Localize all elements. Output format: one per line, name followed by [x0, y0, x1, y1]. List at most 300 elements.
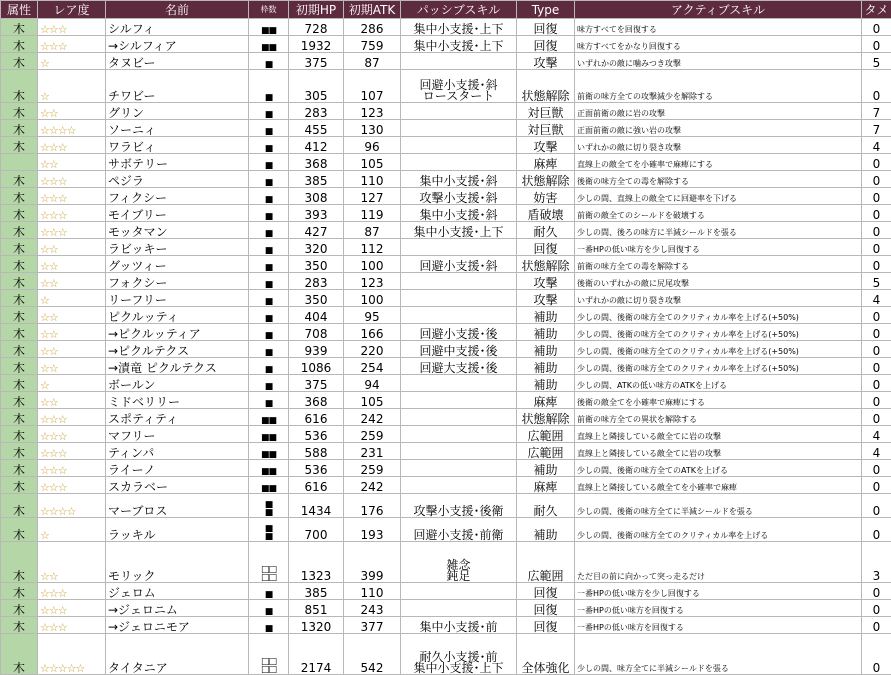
charge-turns: 0 [862, 634, 891, 675]
initial-hp: 536 [289, 426, 344, 443]
initial-atk: 87 [344, 222, 401, 239]
initial-hp: 708 [289, 324, 344, 341]
initial-atk: 242 [344, 477, 401, 494]
rarity-stars: ☆☆☆ [38, 583, 106, 600]
slot-count: ■■ [249, 426, 289, 443]
active-skill: 味方すべてをかなり回復する [575, 36, 862, 53]
charge-turns: 0 [862, 154, 891, 171]
rarity-stars: ☆☆ [38, 307, 106, 324]
active-skill: 少しの間、後衛の味方全てのクリティカル率を上げる(+50%) [575, 358, 862, 375]
passive-skill: 回避大支援･後 [401, 358, 517, 375]
attribute-cell [1, 154, 38, 171]
table-row[interactable] [1, 222, 891, 239]
attribute-cell: 木 [1, 542, 38, 583]
skill-type: 回復 [517, 583, 575, 600]
active-skill: 直線上と隣接している敵全てに岩の攻撃 [575, 443, 862, 460]
attribute-cell: 木 [1, 36, 38, 53]
passive-skill [401, 273, 517, 290]
attribute-cell: 木 [1, 324, 38, 341]
rarity-stars: ☆☆ [38, 154, 106, 171]
passive-skill: 雑念 鈍足 [401, 542, 517, 583]
character-name: →漬竜 ピクルテクス [106, 358, 249, 375]
active-skill: いずれかの敵に切り裂き攻撃 [575, 137, 862, 154]
character-name: リーフリー [106, 290, 249, 307]
slot-count: ■ [249, 273, 289, 290]
table-row[interactable] [1, 205, 891, 222]
attribute-cell: 木 [1, 222, 38, 239]
skill-type: 状態解除 [517, 256, 575, 273]
slot-count: ■ [249, 188, 289, 205]
header-slot-count[interactable]: 枠数 [249, 1, 289, 19]
active-skill: 少しの間、ATKの低い味方のATKを上げる [575, 375, 862, 392]
attribute-cell: 木 [1, 443, 38, 460]
attribute-cell: 木 [1, 273, 38, 290]
attribute-cell: 木 [1, 188, 38, 205]
slot-count: ■ [249, 256, 289, 273]
passive-skill [401, 154, 517, 171]
character-name: ソーニィ [106, 120, 249, 137]
rarity-stars: ☆☆☆ [38, 460, 106, 477]
initial-hp: 939 [289, 341, 344, 358]
initial-atk: 242 [344, 409, 401, 426]
character-name: スポティティ [106, 409, 249, 426]
table-row[interactable] [1, 583, 891, 600]
initial-atk: 243 [344, 600, 401, 617]
passive-skill: 回避小支援･斜 ロースタート [401, 70, 517, 103]
passive-skill: 回避中支援･後 [401, 341, 517, 358]
active-skill: 前衛の味方全ての攻撃減少を解除する [575, 70, 862, 103]
character-name: →ジェロニモア [106, 617, 249, 634]
attribute-cell: 木 [1, 477, 38, 494]
initial-hp: 283 [289, 273, 344, 290]
table-row[interactable] [1, 137, 891, 154]
charge-turns: 0 [862, 409, 891, 426]
initial-hp: 412 [289, 137, 344, 154]
attribute-cell: 木 [1, 341, 38, 358]
skill-type: 麻痺 [517, 477, 575, 494]
active-skill: 少しの間、後衛の味方全てのクリティカル率を上げる(+50%) [575, 341, 862, 358]
initial-atk: 399 [344, 542, 401, 583]
table-row[interactable] [1, 358, 891, 375]
initial-atk: 127 [344, 188, 401, 205]
table-row[interactable] [1, 171, 891, 188]
passive-skill [401, 477, 517, 494]
initial-hp: 536 [289, 460, 344, 477]
initial-atk: 193 [344, 518, 401, 542]
initial-hp: 616 [289, 409, 344, 426]
initial-atk: 259 [344, 426, 401, 443]
slot-count: ■ [249, 583, 289, 600]
skill-type: 攻撃 [517, 137, 575, 154]
skill-type: 回復 [517, 617, 575, 634]
active-skill: いずれかの敵に切り裂き攻撃 [575, 290, 862, 307]
rarity-stars: ☆☆☆ [38, 477, 106, 494]
character-name: モッタマン [106, 222, 249, 239]
rarity-stars: ☆☆☆☆ [38, 120, 106, 137]
rarity-stars: ☆☆ [38, 392, 106, 409]
active-skill: 少しの間、後ろの味方に半減シールドを張る [575, 222, 862, 239]
initial-atk: 542 [344, 634, 401, 675]
initial-hp: 385 [289, 171, 344, 188]
charge-turns: 0 [862, 477, 891, 494]
initial-hp: 350 [289, 290, 344, 307]
charge-turns: 4 [862, 443, 891, 460]
skill-type: 状態解除 [517, 171, 575, 188]
initial-hp: 427 [289, 222, 344, 239]
initial-hp: 1323 [289, 542, 344, 583]
table-row[interactable] [1, 120, 891, 137]
table-row[interactable] [1, 600, 891, 617]
slot-count: ■ [249, 600, 289, 617]
active-skill: 少しの間、後衛の味方全てのクリティカル率を上げる(+50%) [575, 324, 862, 341]
character-name: →ピクルッティア [106, 324, 249, 341]
character-name: タイタニア [106, 634, 249, 675]
rarity-stars: ☆☆ [38, 341, 106, 358]
rarity-stars: ☆☆☆ [38, 171, 106, 188]
charge-turns: 0 [862, 222, 891, 239]
character-name: →シルフィア [106, 36, 249, 53]
initial-atk: 220 [344, 341, 401, 358]
table-row[interactable] [1, 341, 891, 358]
charge-turns: 4 [862, 137, 891, 154]
rarity-stars: ☆☆☆ [38, 600, 106, 617]
table-row[interactable] [1, 617, 891, 634]
character-name: スカラベー [106, 477, 249, 494]
initial-atk: 123 [344, 103, 401, 120]
initial-atk: 105 [344, 392, 401, 409]
passive-skill [401, 239, 517, 256]
rarity-stars: ☆☆☆ [38, 409, 106, 426]
passive-skill: 集中小支援･斜 [401, 171, 517, 188]
initial-atk: 259 [344, 460, 401, 477]
active-skill: 少しの間、後衛の味方全てのクリティカル率を上げる(+50%) [575, 307, 862, 324]
rarity-stars: ☆ [38, 53, 106, 70]
table-row[interactable] [1, 542, 891, 583]
slot-count: ■ [249, 324, 289, 341]
character-name: ピクルッティ [106, 307, 249, 324]
initial-hp: 1434 [289, 494, 344, 518]
table-row[interactable] [1, 273, 891, 290]
rarity-stars: ☆☆☆ [38, 222, 106, 239]
header-active-skill[interactable]: アクティブスキル [575, 1, 862, 19]
charge-turns: 0 [862, 188, 891, 205]
passive-skill [401, 409, 517, 426]
attribute-cell: 木 [1, 137, 38, 154]
initial-atk: 105 [344, 154, 401, 171]
table-row[interactable] [1, 154, 891, 171]
active-skill: 一番HPの低い味方を回復する [575, 600, 862, 617]
rarity-stars: ☆☆ [38, 256, 106, 273]
rarity-stars: ☆ [38, 375, 106, 392]
slot-count: ■ [249, 341, 289, 358]
charge-turns: 0 [862, 239, 891, 256]
charge-turns: 7 [862, 120, 891, 137]
active-skill: 直線上と隣接している敵全てを小確率で麻痺 [575, 477, 862, 494]
slot-count: ■ [249, 103, 289, 120]
rarity-stars: ☆☆ [38, 542, 106, 583]
passive-skill [401, 460, 517, 477]
charge-turns: 4 [862, 290, 891, 307]
skill-type: 耐久 [517, 494, 575, 518]
rarity-stars: ☆ [38, 70, 106, 103]
attribute-cell: 木 [1, 103, 38, 120]
character-name: フォクシー [106, 273, 249, 290]
slot-count: ■■ [249, 460, 289, 477]
charge-turns: 0 [862, 583, 891, 600]
header-rarity[interactable]: レア度 [38, 1, 106, 19]
active-skill: 後衛の敵全てを小確率で麻痺にする [575, 392, 862, 409]
table-row[interactable] [1, 103, 891, 120]
charge-turns: 0 [862, 518, 891, 542]
passive-skill [401, 392, 517, 409]
rarity-stars: ☆☆☆ [38, 617, 106, 634]
skill-type: 攻撃 [517, 53, 575, 70]
slot-count: ■ [249, 375, 289, 392]
charge-turns: 5 [862, 53, 891, 70]
slot-count: ■ [249, 154, 289, 171]
character-name: モリック [106, 542, 249, 583]
active-skill: いずれかの敵に噛みつき攻撃 [575, 53, 862, 70]
initial-hp: 375 [289, 53, 344, 70]
slot-count: ■ [249, 290, 289, 307]
initial-atk: 100 [344, 290, 401, 307]
table-row[interactable] [1, 324, 891, 341]
initial-atk: 87 [344, 53, 401, 70]
header-initial-atk[interactable]: 初期ATK [344, 1, 401, 19]
attribute-cell: 木 [1, 460, 38, 477]
slot-count: ■■ [249, 477, 289, 494]
skill-type: 状態解除 [517, 70, 575, 103]
table-row[interactable] [1, 477, 891, 494]
charge-turns: 0 [862, 600, 891, 617]
charge-turns: 0 [862, 70, 891, 103]
table-row[interactable] [1, 494, 891, 518]
rarity-stars: ☆☆☆ [38, 19, 106, 36]
initial-hp: 368 [289, 392, 344, 409]
passive-skill [401, 290, 517, 307]
table-row[interactable] [1, 53, 891, 70]
slot-count: ■■ [249, 36, 289, 53]
passive-skill: 集中小支援･斜 [401, 205, 517, 222]
character-name: ボールン [106, 375, 249, 392]
skill-type: 回復 [517, 239, 575, 256]
character-name: ライーノ [106, 460, 249, 477]
skill-type: 耐久 [517, 222, 575, 239]
slot-count: ■ [249, 171, 289, 188]
initial-hp: 700 [289, 518, 344, 542]
slot-count: ■ [249, 120, 289, 137]
attribute-cell: 木 [1, 392, 38, 409]
active-skill: 正面前衛の敵に強い岩の攻撃 [575, 120, 862, 137]
table-row[interactable] [1, 634, 891, 675]
skill-type: 補助 [517, 518, 575, 542]
header-name[interactable]: 名前 [106, 1, 249, 19]
charge-turns: 0 [862, 307, 891, 324]
table-row[interactable] [1, 460, 891, 477]
skill-type: 広範囲 [517, 542, 575, 583]
initial-atk: 123 [344, 273, 401, 290]
rarity-stars: ☆☆☆ [38, 443, 106, 460]
initial-hp: 368 [289, 154, 344, 171]
attribute-cell: 木 [1, 358, 38, 375]
rarity-stars: ☆☆☆ [38, 36, 106, 53]
attribute-cell: 木 [1, 600, 38, 617]
skill-type: 広範囲 [517, 426, 575, 443]
attribute-cell: 木 [1, 617, 38, 634]
passive-skill: 耐久小支援･前 集中小支援･上下 [401, 634, 517, 675]
skill-type: 対巨獣 [517, 120, 575, 137]
table-row[interactable] [1, 70, 891, 103]
attribute-cell: 木 [1, 409, 38, 426]
slot-count: ■ [249, 137, 289, 154]
table-row[interactable] [1, 307, 891, 324]
skill-type: 補助 [517, 324, 575, 341]
skill-type: 対巨獣 [517, 103, 575, 120]
charge-turns: 0 [862, 375, 891, 392]
table-body [1, 19, 891, 675]
charge-turns: 7 [862, 103, 891, 120]
initial-atk: 231 [344, 443, 401, 460]
charge-turns: 0 [862, 460, 891, 477]
character-name: →ジェロニム [106, 600, 249, 617]
initial-atk: 166 [344, 324, 401, 341]
active-skill: 少しの間、後衛の味方全てのクリティカル率を上げる [575, 518, 862, 542]
initial-atk: 112 [344, 239, 401, 256]
attribute-cell: 木 [1, 307, 38, 324]
initial-atk: 110 [344, 171, 401, 188]
passive-skill: 集中小支援･上下 [401, 19, 517, 36]
initial-atk: 94 [344, 375, 401, 392]
initial-hp: 455 [289, 120, 344, 137]
slot-count: ■■ [249, 443, 289, 460]
attribute-cell: 木 [1, 290, 38, 307]
initial-atk: 130 [344, 120, 401, 137]
rarity-stars: ☆☆☆ [38, 426, 106, 443]
character-name: マーブロス [106, 494, 249, 518]
table-row[interactable] [1, 375, 891, 392]
slot-count: ■ [249, 53, 289, 70]
charge-turns: 0 [862, 19, 891, 36]
table-row[interactable] [1, 256, 891, 273]
rarity-stars: ☆☆☆ [38, 188, 106, 205]
skill-type: 補助 [517, 307, 575, 324]
initial-atk: 254 [344, 358, 401, 375]
character-name: サボテリー [106, 154, 249, 171]
character-name: ミドベリリー [106, 392, 249, 409]
active-skill: 後衛のいずれかの敵に尻尾攻撃 [575, 273, 862, 290]
passive-skill [401, 307, 517, 324]
passive-skill: 集中小支援･上下 [401, 222, 517, 239]
character-name: マフリー [106, 426, 249, 443]
initial-hp: 404 [289, 307, 344, 324]
table-row[interactable] [1, 36, 891, 53]
header-type[interactable]: Type [517, 1, 575, 19]
attribute-cell: 木 [1, 53, 38, 70]
initial-atk: 110 [344, 583, 401, 600]
skill-type: 盾破壊 [517, 205, 575, 222]
character-name: タヌビー [106, 53, 249, 70]
slot-count: ■■ [249, 19, 289, 36]
character-name: ラッキル [106, 518, 249, 542]
table-row[interactable] [1, 409, 891, 426]
initial-atk: 107 [344, 70, 401, 103]
table-row[interactable] [1, 426, 891, 443]
table-row[interactable] [1, 188, 891, 205]
charge-turns: 4 [862, 426, 891, 443]
slot-count: ■ [249, 617, 289, 634]
active-skill: 後衛の味方全ての毒を解除する [575, 171, 862, 188]
header-charge[interactable]: タメ [862, 1, 891, 19]
table-row[interactable] [1, 518, 891, 542]
charge-turns: 0 [862, 358, 891, 375]
passive-skill: 回避小支援･斜 [401, 256, 517, 273]
initial-hp: 616 [289, 477, 344, 494]
passive-skill [401, 103, 517, 120]
attribute-cell: 木 [1, 19, 38, 36]
initial-hp: 283 [289, 103, 344, 120]
passive-skill [401, 426, 517, 443]
skill-type: 全体強化 [517, 634, 575, 675]
table-row[interactable] [1, 443, 891, 460]
rarity-stars: ☆☆ [38, 103, 106, 120]
slot-count: ■ ■ [249, 494, 289, 518]
passive-skill [401, 120, 517, 137]
skill-type: 妨害 [517, 188, 575, 205]
table-row[interactable] [1, 19, 891, 36]
initial-atk: 176 [344, 494, 401, 518]
active-skill: 一番HPの低い味方を回復する [575, 617, 862, 634]
rarity-stars: ☆☆☆ [38, 137, 106, 154]
header-attr[interactable]: 属性 [1, 1, 38, 19]
skill-type: 状態解除 [517, 409, 575, 426]
active-skill: 前衛の敵全てのシールドを破壊する [575, 205, 862, 222]
header-passive-skill[interactable]: パッシブスキル [401, 1, 517, 19]
table-row[interactable] [1, 392, 891, 409]
attribute-cell: 木 [1, 375, 38, 392]
passive-skill: 攻撃小支援･斜 [401, 188, 517, 205]
active-skill: ただ目の前に向かって突っ走るだけ [575, 542, 862, 583]
rarity-stars: ☆☆ [38, 324, 106, 341]
table-row[interactable] [1, 290, 891, 307]
charge-turns: 0 [862, 494, 891, 518]
skill-type: 補助 [517, 460, 575, 477]
skill-type: 補助 [517, 341, 575, 358]
charge-turns: 3 [862, 542, 891, 583]
charge-turns: 0 [862, 205, 891, 222]
initial-atk: 96 [344, 137, 401, 154]
initial-hp: 1320 [289, 617, 344, 634]
attribute-cell: 木 [1, 120, 38, 137]
slot-count: ■ [249, 307, 289, 324]
attribute-cell: 木 [1, 426, 38, 443]
header-initial-hp[interactable]: 初期HP [289, 1, 344, 19]
passive-skill: 攻撃小支援･後衛 [401, 494, 517, 518]
character-name: →ピクルテクス [106, 341, 249, 358]
table-row[interactable] [1, 239, 891, 256]
passive-skill: 回避小支援･後 [401, 324, 517, 341]
rarity-stars: ☆ [38, 518, 106, 542]
passive-skill [401, 53, 517, 70]
rarity-stars: ☆☆ [38, 239, 106, 256]
passive-skill [401, 443, 517, 460]
character-name: フィクシー [106, 188, 249, 205]
initial-hp: 1932 [289, 36, 344, 53]
slot-count: ■ [249, 70, 289, 103]
attribute-cell: 木 [1, 583, 38, 600]
passive-skill [401, 600, 517, 617]
skill-type: 補助 [517, 375, 575, 392]
header-row [1, 1, 891, 19]
